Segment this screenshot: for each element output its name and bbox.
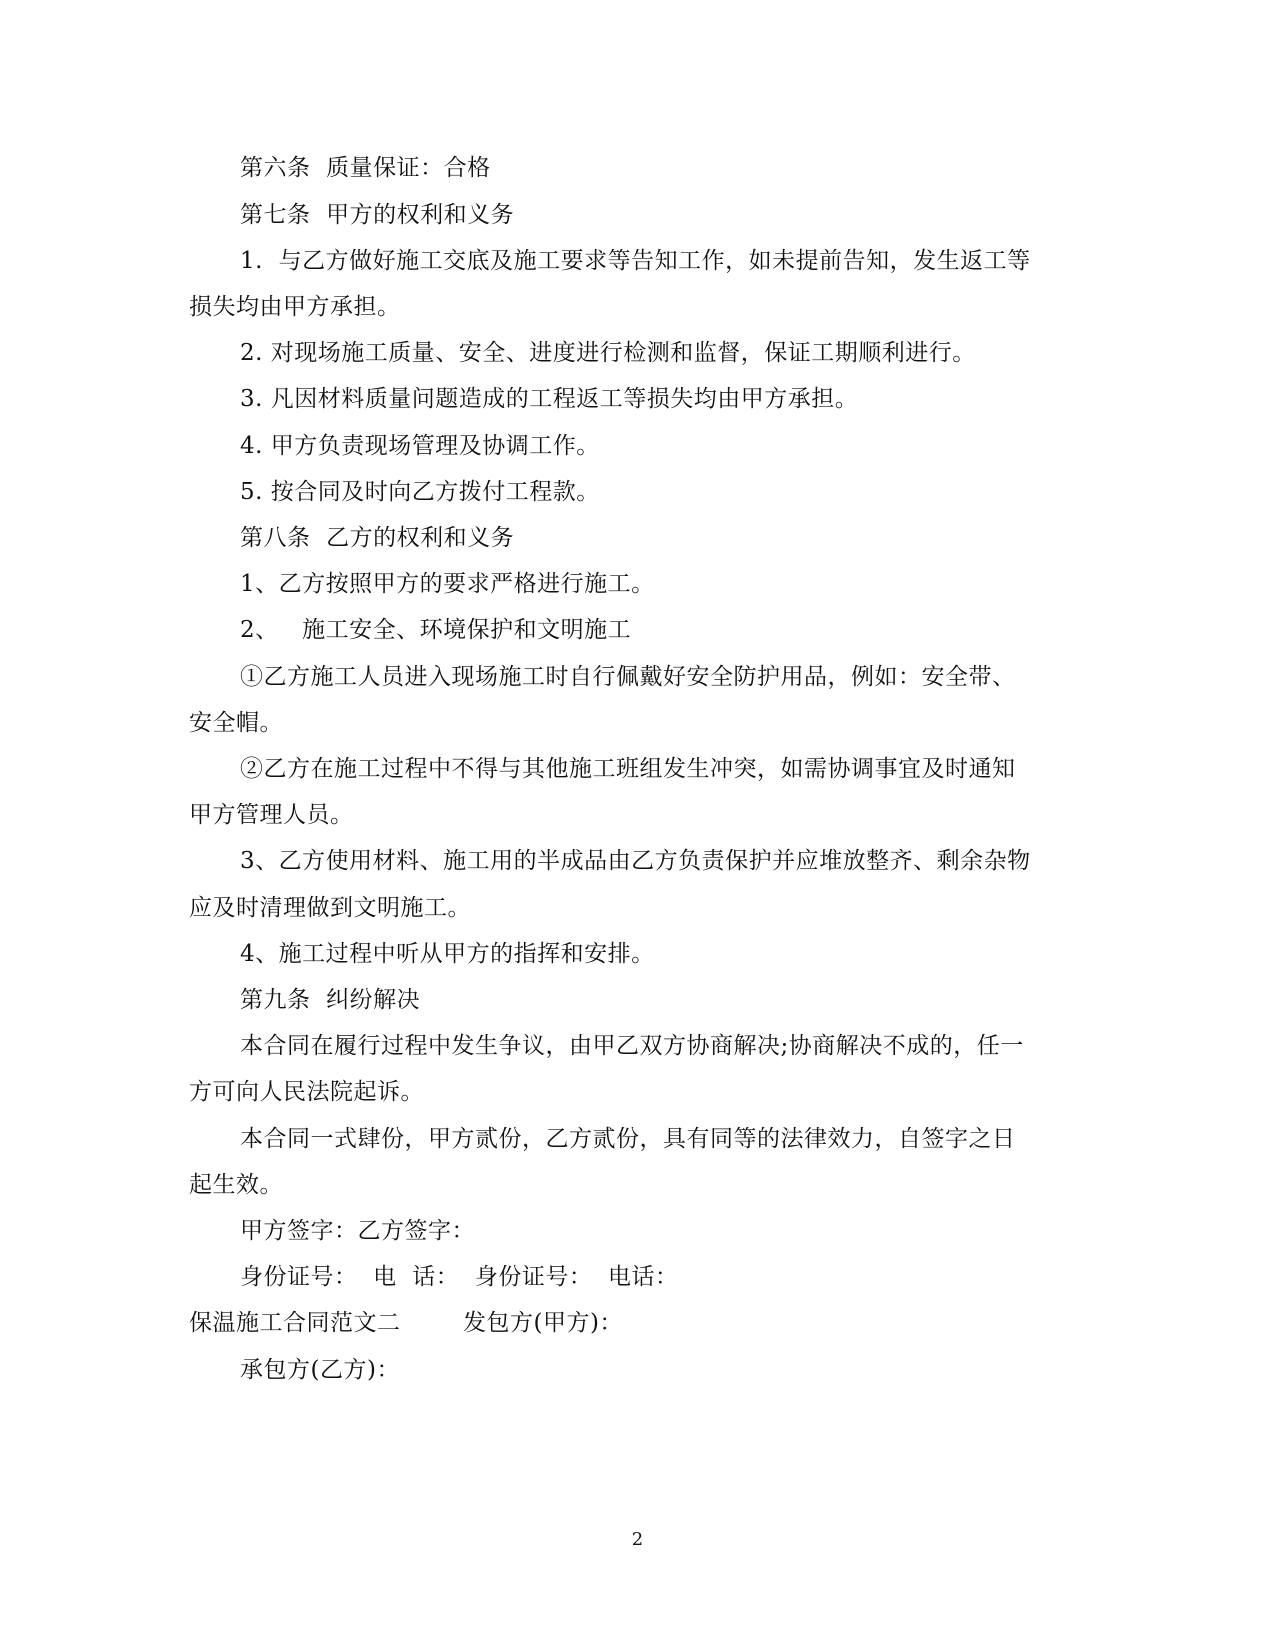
page-number: 2 — [631, 1529, 644, 1550]
contractor-line: 承包方(乙方)： — [240, 1357, 400, 1383]
article-8-subitem-1: ①乙方施工人员进入现场施工时自行佩戴好安全防护用品，例如：安全带、 — [240, 664, 1016, 690]
copies-paragraph-cont: 起生效。 — [189, 1172, 283, 1198]
copies-paragraph: 本合同一式肆份，甲方贰份，乙方贰份，具有同等的法律效力，自签字之日 — [240, 1126, 1016, 1152]
article-8-heading: 第八条 乙方的权利和义务 — [240, 525, 515, 551]
article-7-heading: 第七条 甲方的权利和义务 — [240, 202, 515, 228]
article-7-item-3: 3. 凡因材料质量问题造成的工程返工等损失均由甲方承担。 — [240, 386, 859, 412]
id-phone-line: 身份证号： 电 话： 身份证号： 电话： — [240, 1264, 679, 1290]
article-7-item-1: 1. 与乙方做好施工交底及施工要求等告知工作，如未提前告知，发生返工等 — [240, 248, 1031, 274]
article-8-subitem-2: ②乙方在施工过程中不得与其他施工班组发生冲突，如需协调事宜及时通知 — [240, 756, 1016, 782]
article-6-heading: 第六条 质量保证：合格 — [240, 155, 491, 181]
article-7-item-2: 2. 对现场施工质量、安全、进度进行检测和监督，保证工期顺利进行。 — [240, 340, 976, 366]
article-8-item-3-cont: 应及时清理做到文明施工。 — [189, 895, 471, 921]
article-7-item-4: 4. 甲方负责现场管理及协调工作。 — [240, 433, 600, 459]
sample-two-title: 保温施工合同范文二 发包方(甲方)： — [189, 1310, 623, 1336]
article-7-item-1-cont: 损失均由甲方承担。 — [189, 294, 401, 320]
article-8-subitem-1-cont: 安全帽。 — [189, 710, 283, 736]
article-7-item-5: 5. 按合同及时向乙方拨付工程款。 — [240, 479, 600, 505]
article-8-item-4: 4、施工过程中听从甲方的指挥和安排。 — [240, 941, 655, 967]
signature-line: 甲方签字：乙方签字： — [240, 1218, 475, 1244]
article-8-item-1: 1、乙方按照甲方的要求严格进行施工。 — [240, 571, 655, 597]
article-8-item-3: 3、乙方使用材料、施工用的半成品由乙方负责保护并应堆放整齐、剩余杂物 — [240, 848, 1031, 874]
article-9-paragraph: 本合同在履行过程中发生争议，由甲乙双方协商解决;协商解决不成的，任一 — [240, 1033, 1024, 1059]
article-9-paragraph-cont: 方可向人民法院起诉。 — [189, 1079, 424, 1105]
article-9-heading: 第九条 纠纷解决 — [240, 987, 421, 1013]
article-8-item-2: 2、 施工安全、环境保护和文明施工 — [240, 617, 632, 643]
article-8-subitem-2-cont: 甲方管理人员。 — [189, 802, 354, 828]
